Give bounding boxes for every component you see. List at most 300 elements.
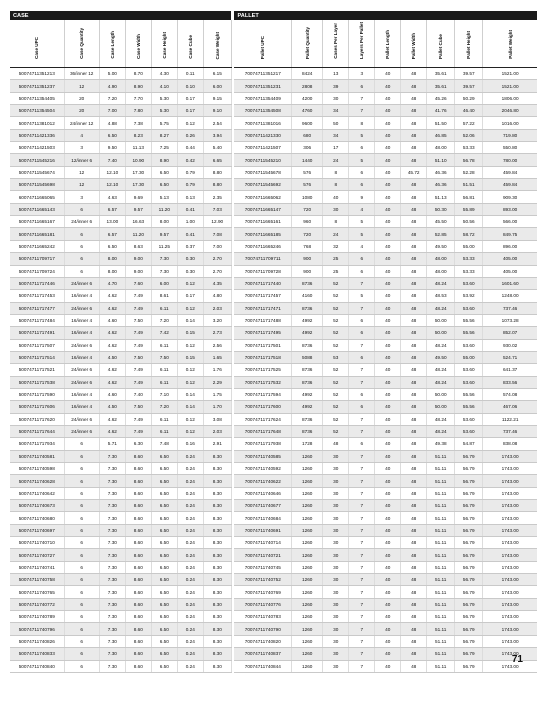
pallet-cell: 5 <box>349 228 375 240</box>
case-cell: 7.49 <box>125 425 151 437</box>
pallet-cell: 48 <box>401 500 427 512</box>
case-cell: 6 <box>64 524 99 536</box>
pallet-cell: 48 <box>401 265 427 277</box>
pallet-cell: 50.00 <box>427 388 455 400</box>
case-cell: 6.50 <box>151 611 177 623</box>
case-cell: 7.40 <box>125 388 151 400</box>
pallet-column-header <box>401 20 427 68</box>
pallet-cell: 39 <box>323 80 349 92</box>
pallet-cell: 40 <box>375 228 401 240</box>
pallet-cell: 48 <box>401 586 427 598</box>
pallet-cell: 48 <box>401 611 427 623</box>
case-cell: 9.10 <box>203 105 231 117</box>
pallet-cell: 8736 <box>292 339 323 351</box>
case-cell: 50074711740789 <box>10 611 64 623</box>
pallet-cell: 49.50 <box>427 351 455 363</box>
case-cell: 4.62 <box>99 364 125 376</box>
case-cell: 11.25 <box>151 240 177 252</box>
pallet-cell: 40 <box>375 388 401 400</box>
pallet-column-header <box>323 20 349 68</box>
table-row <box>10 463 537 475</box>
pallet-cell: 53.60 <box>455 277 483 289</box>
table-row <box>10 487 537 499</box>
pallet-cell: 50.00 <box>427 314 455 326</box>
pallet-cell: 524.71 <box>483 351 537 363</box>
case-cell: 0.24 <box>177 561 203 573</box>
table-row <box>10 166 537 178</box>
case-cell: 6.11 <box>151 302 177 314</box>
pallet-cell: 48 <box>401 129 427 141</box>
pallet-cell: 40 <box>375 80 401 92</box>
case-column-header-label: Case Width <box>135 34 141 59</box>
case-cell: 50074711717453 <box>10 290 64 302</box>
pallet-cell: 30 <box>323 463 349 475</box>
pallet-cell: 4992 <box>292 401 323 413</box>
pallet-cell: 70074711381016 <box>234 117 291 129</box>
case-cell: 12 <box>64 80 99 92</box>
pallet-cell: 48 <box>401 351 427 363</box>
pallet-cell: 40 <box>375 524 401 536</box>
case-cell: 50074711421336 <box>10 129 64 141</box>
pallet-cell: 70074711740714 <box>234 537 291 549</box>
pallet-cell: 57.22 <box>455 117 483 129</box>
pallet-cell: 56.79 <box>455 450 483 462</box>
pallet-cell: 48 <box>401 92 427 104</box>
pallet-cell: 7 <box>349 364 375 376</box>
case-cell: 8.60 <box>125 648 151 660</box>
case-cell: 6.50 <box>151 598 177 610</box>
case-cell: 13.00 <box>99 216 125 228</box>
pallet-cell: 1260 <box>292 635 323 647</box>
pallet-cell: 52.06 <box>455 129 483 141</box>
case-cell: 6.11 <box>151 425 177 437</box>
pallet-cell: 53.60 <box>455 364 483 376</box>
case-cell: 0.24 <box>177 475 203 487</box>
pallet-cell: 48.24 <box>427 376 455 388</box>
case-column-header-label: Case UPC <box>34 37 40 59</box>
case-cell: 50074711717538 <box>10 376 64 388</box>
case-cell: 8.60 <box>125 463 151 475</box>
case-cell: 7.30 <box>99 487 125 499</box>
case-cell: 50074711717477 <box>10 302 64 314</box>
table-row <box>10 561 537 573</box>
pallet-cell: 1743.00 <box>483 574 537 586</box>
table-row <box>10 277 537 289</box>
pallet-cell: 1260 <box>292 487 323 499</box>
case-cell: 7.49 <box>125 290 151 302</box>
pallet-cell: 52 <box>323 277 349 289</box>
case-cell: 7.20 <box>151 401 177 413</box>
pallet-cell: 576 <box>292 166 323 178</box>
pallet-cell: 1440 <box>292 154 323 166</box>
case-cell: 4.35 <box>203 277 231 289</box>
pallet-cell: 51.11 <box>427 635 455 647</box>
pallet-cell: 70074711354508 <box>234 105 291 117</box>
case-cell: 4.62 <box>99 327 125 339</box>
table-row <box>10 265 537 277</box>
case-cell: 4.90 <box>99 80 125 92</box>
pallet-cell: 48 <box>401 68 427 80</box>
case-cell: 7.80 <box>125 105 151 117</box>
case-cell: 5.40 <box>203 142 231 154</box>
pallet-cell: 41.76 <box>427 105 455 117</box>
case-cell: 0.24 <box>177 660 203 672</box>
case-cell: 50074711740727 <box>10 549 64 561</box>
pallet-cell: 56.79 <box>455 598 483 610</box>
case-cell: 7.49 <box>125 376 151 388</box>
pallet-cell: 1743.00 <box>483 500 537 512</box>
pallet-cell: 48 <box>401 438 427 450</box>
case-cell: 0.16 <box>177 438 203 450</box>
case-cell: 6 <box>64 500 99 512</box>
case-cell: 50074711740697 <box>10 524 64 536</box>
case-cell: 3 <box>64 191 99 203</box>
pallet-cell: 70074711717532 <box>234 376 291 388</box>
case-cell: 7.50 <box>125 401 151 413</box>
pallet-cell: 550.80 <box>483 142 537 154</box>
case-cell: 7.30 <box>99 574 125 586</box>
pallet-cell: 56.79 <box>455 561 483 573</box>
case-cell: 0.30 <box>177 265 203 277</box>
case-cell: 0.24 <box>177 463 203 475</box>
pallet-cell: 70074711717488 <box>234 314 291 326</box>
pallet-cell: 1521.00 <box>483 68 537 80</box>
case-cell: 8.30 <box>203 450 231 462</box>
table-row <box>10 68 537 80</box>
table-row <box>10 425 537 437</box>
case-cell: 50074711717484 <box>10 314 64 326</box>
case-cell: 50074711740796 <box>10 623 64 635</box>
pallet-cell: 48 <box>401 561 427 573</box>
pallet-cell: 780.00 <box>483 154 537 166</box>
pallet-cell: 5 <box>349 129 375 141</box>
case-cell: 6 <box>64 537 99 549</box>
pallet-cell: 8736 <box>292 413 323 425</box>
pallet-cell: 48 <box>401 339 427 351</box>
pallet-cell: 1743.00 <box>483 586 537 598</box>
pallet-cell: 1260 <box>292 623 323 635</box>
case-cell: 6 <box>64 487 99 499</box>
pallet-cell: 45.50 <box>427 216 455 228</box>
pallet-cell: 50.29 <box>455 92 483 104</box>
pallet-cell: 5088 <box>292 351 323 363</box>
pallet-cell: 7 <box>349 635 375 647</box>
case-cell: 0.24 <box>177 611 203 623</box>
case-cell: 4.62 <box>99 376 125 388</box>
pallet-cell: 48 <box>401 302 427 314</box>
case-cell: 7.08 <box>203 228 231 240</box>
case-cell: 8.63 <box>125 240 151 252</box>
pallet-cell: 56.79 <box>455 623 483 635</box>
case-column-header-label: Case Weight <box>214 31 220 59</box>
pallet-cell: 30 <box>323 648 349 660</box>
case-cell: 4.88 <box>99 117 125 129</box>
case-cell: 0.79 <box>177 166 203 178</box>
pallet-cell: 48 <box>401 623 427 635</box>
case-cell: 0.15 <box>177 351 203 363</box>
pallet-cell: 7 <box>349 561 375 573</box>
table-row <box>10 648 537 660</box>
pallet-cell: 6 <box>349 401 375 413</box>
table-row <box>10 660 537 672</box>
case-cell: 0.24 <box>177 623 203 635</box>
pallet-cell: 40 <box>375 117 401 129</box>
case-column-header-label: Case Quantity <box>79 28 85 59</box>
pallet-cell: 30 <box>323 92 349 104</box>
pallet-cell: 4 <box>349 240 375 252</box>
pallet-cell: 1521.00 <box>483 80 537 92</box>
case-cell: 50074711351237 <box>10 80 64 92</box>
pallet-cell: 40 <box>375 277 401 289</box>
pallet-cell: 52 <box>323 401 349 413</box>
pallet-cell: 6 <box>349 388 375 400</box>
pallet-cell: 576 <box>292 179 323 191</box>
pallet-cell: 48 <box>401 228 427 240</box>
case-cell: 0.24 <box>177 537 203 549</box>
case-cell: 8.00 <box>99 265 125 277</box>
pallet-cell: 52 <box>323 425 349 437</box>
pallet-cell: 48 <box>401 475 427 487</box>
case-cell: 0.12 <box>177 376 203 388</box>
pallet-cell: 574.08 <box>483 388 537 400</box>
case-cell: 2.91 <box>203 438 231 450</box>
pallet-cell: 1743.00 <box>483 561 537 573</box>
case-cell: 12 <box>64 166 99 178</box>
case-cell: 6 <box>64 438 99 450</box>
case-cell: 50074711740826 <box>10 635 64 647</box>
pallet-cell: 70074711740837 <box>234 648 291 660</box>
pallet-cell: 40 <box>375 549 401 561</box>
pallet-cell: 1016.00 <box>483 117 537 129</box>
pallet-cell: 70074711740684 <box>234 512 291 524</box>
pallet-cell: 51.11 <box>427 487 455 499</box>
pallet-cell: 8736 <box>292 376 323 388</box>
case-cell: 24/inner 6 <box>64 302 99 314</box>
pallet-cell: 1743.00 <box>483 648 537 660</box>
case-cell: 0.24 <box>177 648 203 660</box>
case-cell: 24/inner 12 <box>64 117 99 129</box>
case-cell: 50074711740680 <box>10 512 64 524</box>
case-cell: 50074711354504 <box>10 105 64 117</box>
pallet-cell: 849.75 <box>483 228 537 240</box>
case-cell: 8.60 <box>125 635 151 647</box>
case-cell: 9.57 <box>151 228 177 240</box>
case-cell: 4.63 <box>99 191 125 203</box>
pallet-cell: 1260 <box>292 524 323 536</box>
table-row <box>10 216 537 228</box>
pallet-cell: 1743.00 <box>483 537 537 549</box>
case-cell: 2.03 <box>203 425 231 437</box>
pallet-cell: 46.85 <box>427 129 455 141</box>
pallet-cell: 53.33 <box>455 253 483 265</box>
pallet-cell: 909.30 <box>483 191 537 203</box>
pallet-cell: 8424 <box>292 68 323 80</box>
pallet-cell: 40 <box>375 611 401 623</box>
pallet-column-header-label: Pallet Width <box>411 32 417 59</box>
case-cell: 6.00 <box>203 80 231 92</box>
pallet-cell: 45.26 <box>427 92 455 104</box>
table-row <box>10 351 537 363</box>
case-cell: 16/inner 4 <box>64 327 99 339</box>
case-cell: 7.20 <box>151 314 177 326</box>
case-cell: 7.30 <box>99 500 125 512</box>
pallet-cell: 7 <box>349 302 375 314</box>
pallet-cell: 40 <box>375 68 401 80</box>
case-column-header <box>10 20 64 68</box>
case-cell: 12 <box>64 179 99 191</box>
case-cell: 50074711717644 <box>10 425 64 437</box>
pallet-cell: 53.60 <box>455 413 483 425</box>
pallet-cell: 48 <box>401 388 427 400</box>
pallet-cell: 48 <box>401 512 427 524</box>
pallet-cell: 48 <box>401 179 427 191</box>
pallet-cell: 55.00 <box>455 351 483 363</box>
case-cell: 6 <box>64 623 99 635</box>
case-cell: 4.62 <box>99 339 125 351</box>
case-cell: 2.35 <box>203 191 231 203</box>
pallet-cell: 48.00 <box>427 253 455 265</box>
pallet-cell: 50.30 <box>427 203 455 215</box>
pallet-cell: 30 <box>323 512 349 524</box>
pallet-cell: 70074711717600 <box>234 401 291 413</box>
case-cell: 6 <box>64 475 99 487</box>
case-cell: 6.50 <box>151 648 177 660</box>
pallet-cell: 30 <box>323 549 349 561</box>
pallet-cell: 930.02 <box>483 339 537 351</box>
case-cell: 7.50 <box>151 351 177 363</box>
case-cell: 50074711740710 <box>10 537 64 549</box>
pallet-column-header-label: Pallet Quantity <box>304 26 310 59</box>
pallet-cell: 40 <box>375 166 401 178</box>
table-row <box>10 228 537 240</box>
case-cell: 50074711717491 <box>10 327 64 339</box>
table-row <box>10 524 537 536</box>
case-cell: 5.30 <box>151 105 177 117</box>
pallet-cell: 32 <box>323 240 349 252</box>
pallet-cell: 51.11 <box>427 648 455 660</box>
pallet-cell: 852.07 <box>483 327 537 339</box>
pallet-cell: 56.79 <box>455 574 483 586</box>
pallet-cell: 40 <box>375 475 401 487</box>
case-cell: 50074711740673 <box>10 500 64 512</box>
pallet-cell: 39.57 <box>455 68 483 80</box>
case-cell: 6 <box>64 463 99 475</box>
case-cell: 16/inner 4 <box>64 314 99 326</box>
case-cell: 0.41 <box>177 203 203 215</box>
table-row <box>10 623 537 635</box>
pallet-cell: 1743.00 <box>483 524 537 536</box>
case-cell: 6 <box>64 265 99 277</box>
pallet-cell: 1073.28 <box>483 314 537 326</box>
pallet-cell: 53.33 <box>455 265 483 277</box>
case-cell: 6.50 <box>151 635 177 647</box>
case-cell: 24/inner 6 <box>64 339 99 351</box>
case-cell: 50074711545216 <box>10 154 64 166</box>
case-section-header: CASE <box>10 11 231 20</box>
case-cell: 8.90 <box>151 154 177 166</box>
case-cell: 16/inner 4 <box>64 401 99 413</box>
pallet-cell: 1743.00 <box>483 623 537 635</box>
case-cell: 8.00 <box>99 253 125 265</box>
case-cell: 6 <box>64 240 99 252</box>
pallet-cell: 55.89 <box>455 203 483 215</box>
case-cell: 0.37 <box>177 240 203 252</box>
pallet-cell: 48 <box>401 117 427 129</box>
pallet-cell: 40 <box>375 648 401 660</box>
case-cell: 0.17 <box>177 92 203 104</box>
pallet-cell: 7 <box>349 463 375 475</box>
pallet-cell: 30 <box>323 537 349 549</box>
pallet-cell: 48 <box>401 598 427 610</box>
pallet-cell: 70074711740769 <box>234 586 291 598</box>
case-cell: 0.30 <box>177 253 203 265</box>
pallet-cell: 48 <box>401 142 427 154</box>
pallet-cell: 48 <box>401 549 427 561</box>
case-cell: 4.62 <box>99 425 125 437</box>
pallet-cell: 51.11 <box>427 475 455 487</box>
case-cell: 50074711717606 <box>10 401 64 413</box>
pallet-column-header <box>292 20 323 68</box>
case-cell: 50074711740598 <box>10 463 64 475</box>
pallet-cell: 48.24 <box>427 302 455 314</box>
pallet-cell: 34 <box>323 105 349 117</box>
case-cell: 7.50 <box>125 351 151 363</box>
case-cell: 7.40 <box>99 154 125 166</box>
case-cell: 7.70 <box>125 92 151 104</box>
case-cell: 0.24 <box>177 598 203 610</box>
pallet-cell: 51.11 <box>427 450 455 462</box>
pallet-cell: 56.79 <box>455 586 483 598</box>
pallet-column-header <box>455 20 483 68</box>
case-cell: 50074711717590 <box>10 388 64 400</box>
pallet-cell: 40 <box>375 179 401 191</box>
case-cell: 6.11 <box>151 339 177 351</box>
case-cell: 8.30 <box>203 598 231 610</box>
pallet-cell: 6 <box>349 314 375 326</box>
case-cell: 8.90 <box>125 80 151 92</box>
pallet-cell: 30 <box>323 660 349 672</box>
pallet-cell: 48 <box>401 290 427 302</box>
case-cell: 2.54 <box>203 117 231 129</box>
case-cell: 1.70 <box>203 401 231 413</box>
case-column-header-label: Case Length <box>109 31 115 59</box>
case-cell: 8.70 <box>125 68 151 80</box>
case-cell: 7.30 <box>99 463 125 475</box>
pallet-cell: 56.79 <box>455 463 483 475</box>
case-cell: 2.70 <box>203 253 231 265</box>
case-cell: 6.11 <box>151 364 177 376</box>
pallet-cell: 48 <box>401 203 427 215</box>
table-row <box>10 302 537 314</box>
pallet-cell: 6 <box>349 142 375 154</box>
pallet-cell: 48 <box>401 524 427 536</box>
pallet-cell: 6 <box>349 179 375 191</box>
pallet-cell: 8736 <box>292 277 323 289</box>
case-cell: 7.30 <box>99 549 125 561</box>
pallet-cell: 48 <box>401 314 427 326</box>
pallet-cell: 52 <box>323 339 349 351</box>
pallet-cell: 56.79 <box>455 635 483 647</box>
case-cell: 6 <box>64 635 99 647</box>
case-cell: 50074711740765 <box>10 586 64 598</box>
pallet-cell: 46.40 <box>455 105 483 117</box>
pallet-cell: 1260 <box>292 537 323 549</box>
case-cell: 0.26 <box>177 129 203 141</box>
case-cell: 50074711421503 <box>10 142 64 154</box>
case-cell: 8.23 <box>125 129 151 141</box>
pallet-cell: 70074711740646 <box>234 487 291 499</box>
pallet-cell: 52 <box>323 314 349 326</box>
